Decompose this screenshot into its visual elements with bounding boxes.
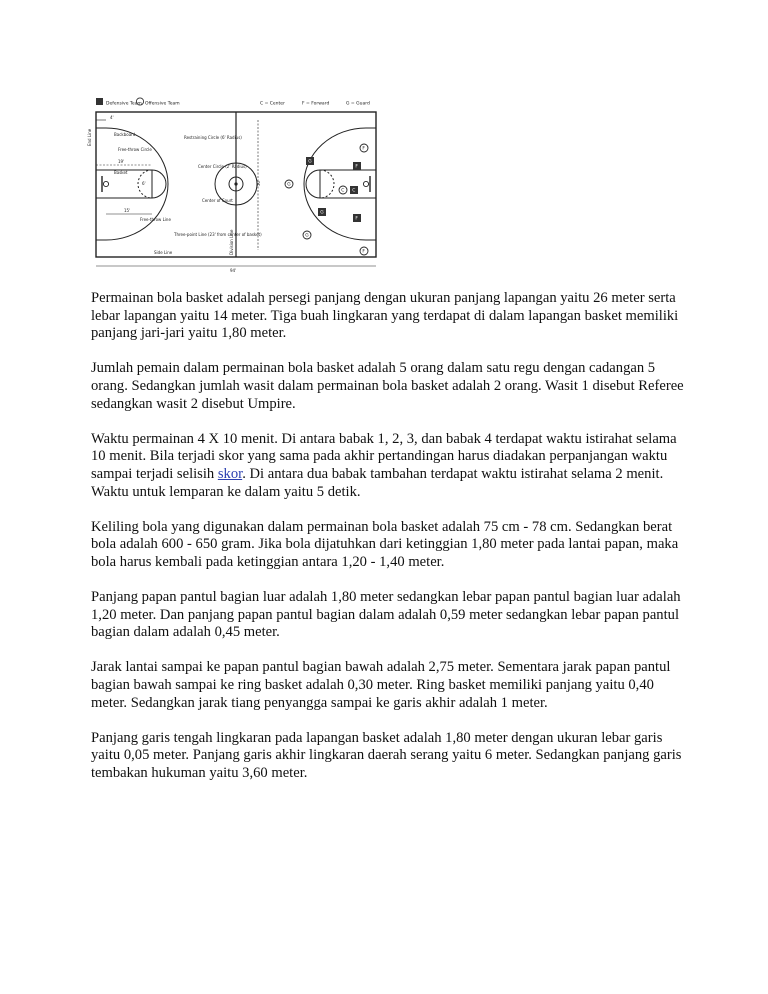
player-defensive-guard-top xyxy=(306,157,314,165)
svg-text:F: F xyxy=(355,216,358,222)
label-division-line: Division Line xyxy=(229,229,234,255)
label-three-point-line: Three-point Line (23' from center of basket) xyxy=(174,232,262,237)
svg-text:C: C xyxy=(352,188,356,194)
label-free-throw-circle: Free-throw Circle xyxy=(118,147,152,152)
player-defensive-guard-bottom xyxy=(318,208,326,216)
player-defensive-center xyxy=(350,186,358,194)
label-dim-15: 15' xyxy=(124,208,131,213)
left-free-throw-circle xyxy=(152,170,166,198)
label-basket: Basket xyxy=(114,170,128,175)
player-defensive-forward-top xyxy=(353,162,361,170)
player-defensive-forward-bottom xyxy=(353,214,361,222)
label-dim-50: 50' xyxy=(256,179,261,186)
skor-link[interactable]: skor xyxy=(217,465,243,482)
legend-center: C = Center xyxy=(260,101,285,107)
player-offensive-center xyxy=(339,186,347,194)
legend-guard: G = Guard xyxy=(346,101,370,107)
svg-text:C: C xyxy=(341,188,345,194)
svg-text:G: G xyxy=(287,182,291,188)
basketball-court-diagram xyxy=(88,90,384,272)
player-offensive-guard-left xyxy=(285,180,293,188)
paragraph-players-referees: Jumlah pemain dalam permainan bola basket adalah 5 orang dalam satu regu dengan cadangan 5 orang. Sedangkan jumlah wasit dalam permainan bola basket adalah 2 orang. Wasit 1 disebut Referee sedangkan wasit 2 disebut Umpire. xyxy=(91,360,684,412)
label-side-line: Side Line xyxy=(154,250,173,255)
paragraph-court-size: Permainan bola basket adalah persegi panjang dengan ukuran panjang lapangan yaitu 26 meter serta lebar lapangan yaitu 14 meter. Tiga buah lingkaran yang terdapat di dalam lapangan basket memiliki panjang jari-jari yaitu 1,80 meter. xyxy=(91,290,679,342)
legend-forward: F = Forward xyxy=(302,101,330,107)
label-end-line: End Line xyxy=(87,128,92,146)
paragraph-ball: Keliling bola yang digunakan dalam permainan bola basket adalah 75 cm - 78 cm. Sedangkan berat bola adalah 600 - 650 gram. Jika bola dijatuhkan dari ketinggian 1,80 meter pada lantai papan, maka bola harus kembali pada ketinggian antara 1,20 - 1,40 meter. xyxy=(91,518,679,570)
defensive-team-legend-icon xyxy=(96,98,103,105)
label-free-throw-line: Free-throw Line xyxy=(140,217,171,222)
paragraph-lines: Panjang garis tengah lingkaran pada lapangan basket adalah 1,80 meter dengan ukuran lebar garis yaitu 0,05 meter. Panjang garis akhir lingkaran daerah serang yaitu 6 meter. Sedangkan panjang garis tembakan hukuman yaitu 3,60 meter. xyxy=(91,729,682,782)
svg-text:F: F xyxy=(362,249,365,255)
svg-text:F: F xyxy=(362,146,365,152)
left-basket xyxy=(103,181,108,186)
article-body xyxy=(91,290,691,800)
center-of-court-dot xyxy=(234,182,237,185)
svg-text:G: G xyxy=(320,210,324,216)
right-key xyxy=(320,170,376,198)
label-dim-19: 19' xyxy=(118,159,125,164)
svg-text:G: G xyxy=(305,233,309,239)
legend-defensive: Defensive Team xyxy=(106,101,142,107)
paragraph-game-time xyxy=(91,431,691,501)
left-three-point-line xyxy=(96,128,168,240)
label-restraining-circle: Restraining Circle (6' Radius) xyxy=(184,135,242,140)
player-offensive-forward-top xyxy=(360,144,368,152)
paragraph-game-time-part2: . Di antara dua babak tambahan terdapat waktu istirahat selama 2 menit. Waktu untuk lemparan ke dalam yaitu 5 detik. xyxy=(91,465,664,500)
paragraph-backboard: Panjang papan pantul bagian luar adalah 1,80 meter sedangkan lebar papan pantul bagian luar adalah 1,20 meter. Dan panjang papan pantul bagian dalam adalah 0,59 meter sedangkan lebar papan pantul bagian dalam adalah 0,45 meter. xyxy=(91,589,681,641)
right-basket xyxy=(363,181,368,186)
svg-text:G: G xyxy=(308,159,312,165)
label-dim-6: 6' xyxy=(142,181,146,186)
svg-text:F: F xyxy=(355,164,358,170)
legend-offensive: Offensive Team xyxy=(145,101,180,107)
paragraph-game-time-part1: Waktu permainan 4 X 10 menit. Di antara babak 1, 2, 3, dan babak 4 terdapat waktu istirahat selama 10 menit. Bila terjadi skor yang sama pada akhir pertandingan harus diadakan perpanjangan waktu sampai terjadi selisih xyxy=(91,430,677,482)
label-center-of-court: Center of Court xyxy=(202,198,233,203)
label-dim-4: 4' xyxy=(110,115,114,120)
player-offensive-guard-bottom xyxy=(303,231,311,239)
label-center-circle: Center Circle (2' Radius) xyxy=(198,164,247,169)
label-dim-94: 94' xyxy=(230,268,237,273)
paragraph-ring: Jarak lantai sampai ke papan pantul bagian bawah adalah 2,75 meter. Sementara jarak papan pantul bagian bawah sampai ke ring basket adalah 0,30 meter. Ring basket memiliki panjang yaitu 0,40 meter. Sedangkan jarak tiang penyangga sampai ke garis akhir adalah 1 meter. xyxy=(91,659,671,711)
label-backboard: Backboard xyxy=(114,132,136,137)
player-offensive-forward-bottom xyxy=(360,247,368,255)
right-free-throw-circle xyxy=(306,170,320,198)
